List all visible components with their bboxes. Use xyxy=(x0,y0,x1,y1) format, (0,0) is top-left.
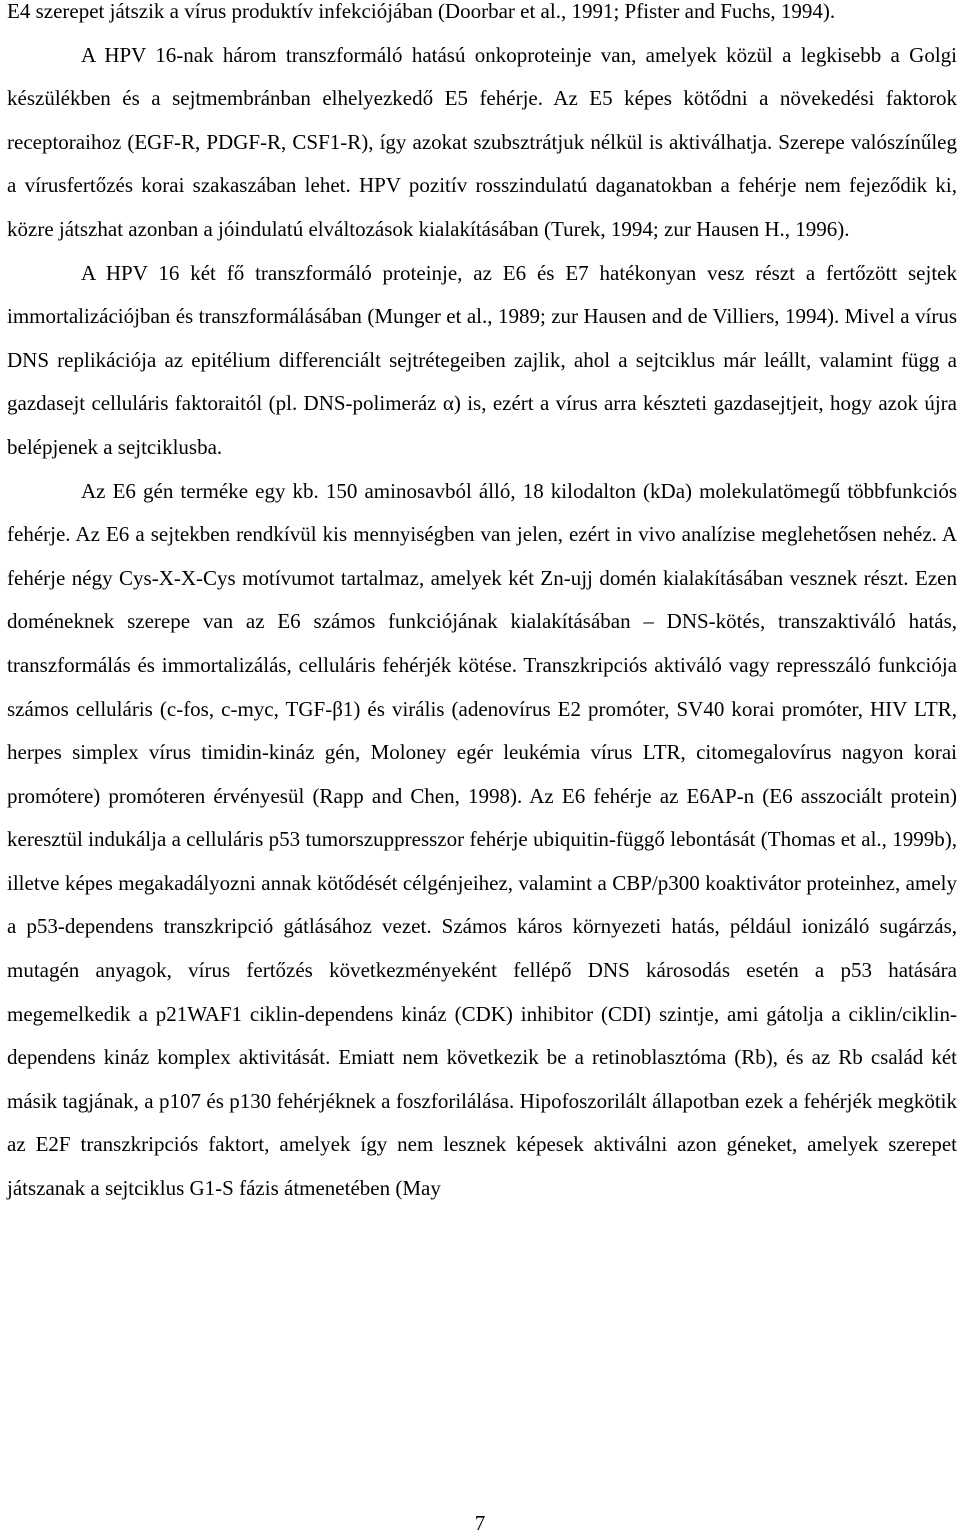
paragraph-e5-oncoprotein: A HPV 16-nak három transzformáló hatású onkoproteinje van, amelyek közül a legkisebb a Golgi készülékben és a sejtmembránban elhelyezkedő E5 fehérje. Az E5 képes kötődni a növekedési faktorok receptoraihoz (EGF-R, PDGF-R, CSF1-R), így azokat szubsztrátjuk nélkül is aktiválhatja. Szerepe valószínűleg a vírusfertőzés korai szakaszában lehet. HPV pozitív rosszindulatú daganatokban a fehérje nem fejeződik ki, közre játszhat azonban a jóindulatú elváltozások kialakításában (Turek, 1994; zur Hausen H., 1996). xyxy=(7,42,957,241)
body-text xyxy=(7,0,957,1211)
paragraph-e6-gene-product: Az E6 gén terméke egy kb. 150 aminosavból álló, 18 kilodalton (kDa) molekulatömegű többfunkciós fehérje. Az E6 a sejtekben rendkívül kis mennyiségben van jelen, ezért in vivo analízise meglehetősen nehéz. A fehérje négy Cys-X-X-Cys motívumot tartalmaz, amelyek két Zn-ujj domén kialakításában vesznek részt. Ezen doméneknek szerepe van az E6 számos funkciójának kialakításában – DNS-kötés, transzaktiváló hatás, transzformálás és immortalizálás, celluláris fehérjék kötése. Transzkripciós aktiváló vagy represszáló funkciója számos celluláris (c-fos, c-myc, TGF-β1) és virális (adenovírus E2 promóter, SV40 korai promóter, HIV LTR, herpes simplex vírus timidin-kináz gén, Moloney egér leukémia vírus LTR, citomegalovírus nagyon korai promótere) promóteren érvényesül (Rapp and Chen, 1998). Az E6 fehérje az E6AP-n (E6 asszociált protein) keresztül indukálja a celluláris p53 tumorszuppresszor fehérje ubiquitin-függő lebontását (Thomas et al., 1999b), illetve képes megakadályozni annak kötődését célgénjeihez, valamint a CBP/p300 koaktivátor proteinhez, amely a p53-dependens transzkripció gátlásához vezet. Számos káros környezeti hatás, például ionizáló sugárzás, mutagén anyagok, vírus fertőzés következményeként fellépő DNS károsodás esetén a p53 hatására megemelkedik a p21WAF1 ciklin-dependens kináz (CDK) inhibitor (CDI) szintje, ami gátolja a ciklin/ciklin-dependens kináz komplex aktivitását. Emiatt nem következik be a retinoblasztóma (Rb), és az Rb család két másik tagjának, a p107 és p130 fehérjéknek a foszforilálása. Hipofoszorilált állapotban ezek a fehérjék megkötik az E2F transzkripciós faktort, amelyek így nem lesznek képesek aktiválni azon géneket, amelyek szerepet játszanak a sejtciklus G1-S fázis átmenetében (May xyxy=(7,478,957,1201)
page-number: 7 xyxy=(474,1511,486,1535)
paragraph-e4-continuation: E4 szerepet játszik a vírus produktív infekciójában (Doorbar et al., 1991; Pfister and Fuchs, 1994). xyxy=(7,0,836,23)
paragraph-e6-e7-proteins: A HPV 16 két fő transzformáló proteinje, az E6 és E7 hatékonyan vesz részt a fertőzött sejtek immortalizációjban és transzformálásában (Munger et al., 1989; zur Hausen and de Villiers, 1994). Mivel a vírus DNS replikációja az epitélium differenciált sejtrétegeiben zajlik, ahol a sejtciklus már leállt, valamint függ a gazdasejt celluláris faktoraitól (pl. DNS-polimeráz α) is, ezért a vírus arra készteti gazdasejtjeit, hogy azok újra belépjenek a sejtciklusba. xyxy=(7,260,957,459)
